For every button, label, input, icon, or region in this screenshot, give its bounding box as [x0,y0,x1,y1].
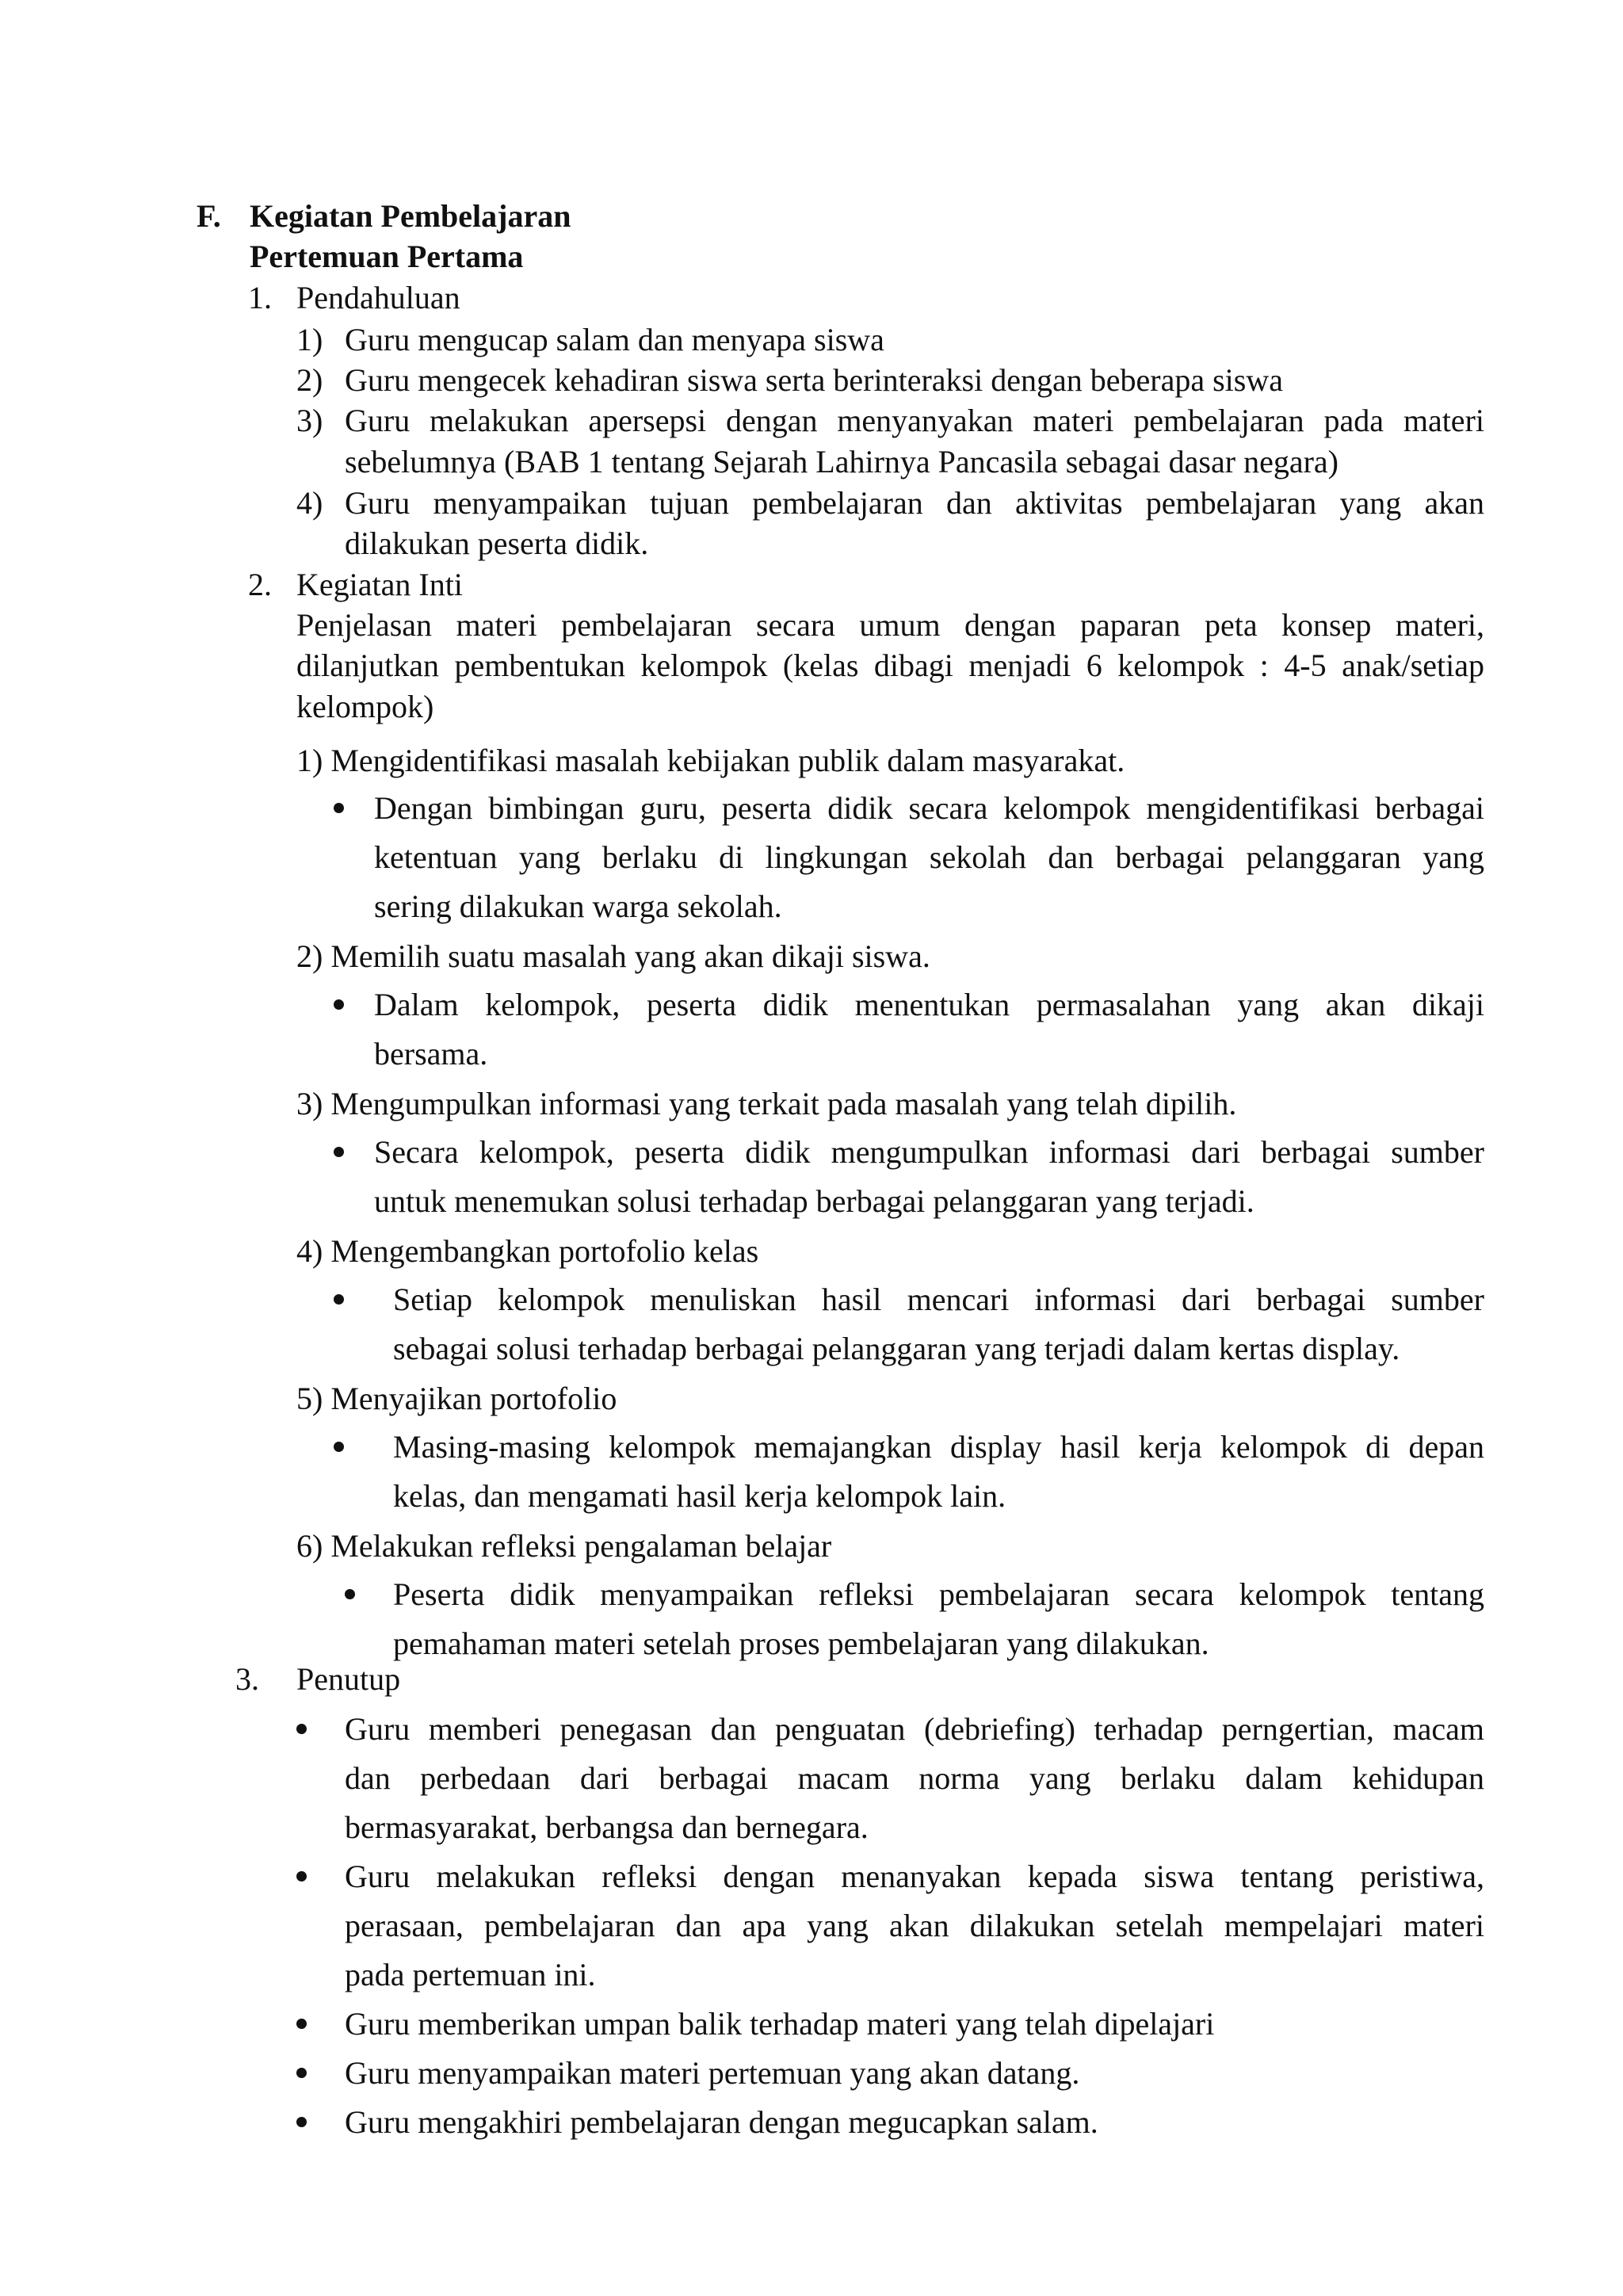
bullet-icon [296,1724,307,1734]
inti-step-bullet-text: Masing-masing kelompok memajangkan display hasil kerja kelompok di depan [393,1429,1484,1465]
inti-step-label: 6) Melakukan refleksi pengalaman belajar [296,1528,832,1564]
bullet-icon [296,2019,307,2029]
penutup-bullet-text: perasaan, pembelajaran dan apa yang akan dilakukan setelah mempelajari materi [345,1908,1484,1943]
penutup-bullet-text: Guru memberikan umpan balik terhadap materi yang telah dipelajari [345,2006,1215,2042]
bullet-icon [296,2068,307,2078]
penutup-bullet-text: Guru memberi penegasan dan penguatan (debriefing) terhadap perngertian, macam [345,1711,1484,1747]
inti-step-bullet-text: untuk menemukan solusi terhadap berbagai pelanggaran yang terjadi. [374,1183,1254,1219]
inti-step-bullet-text: pemahaman materi setelah proses pembelajaran yang dilakukan. [393,1626,1209,1661]
inti-intro-line: kelompok) [296,689,434,724]
bullet-icon [334,1147,344,1157]
inti-step-bullet-text: kelas, dan mengamati hasil kerja kelompok lain. [393,1478,1006,1514]
pendahuluan-item-number: 1) [296,322,323,357]
inti-intro-line: Penjelasan materi pembelajaran secara umum dengan paparan peta konsep materi, [296,607,1484,643]
penutup-bullet-text: bermasyarakat, berbangsa dan bernegara. [345,1809,869,1845]
bullet-icon [296,1871,307,1881]
bullet-icon [334,803,344,813]
inti-number: 2. [248,567,272,602]
pendahuluan-item-text-cont: dilakukan peserta didik. [345,525,649,561]
section-subtitle: Pertemuan Pertama [250,239,524,274]
inti-step-bullet-text: bersama. [374,1036,488,1072]
inti-step-bullet-text: Dengan bimbingan guru, peserta didik secara kelompok mengidentifikasi berbagai [374,790,1484,826]
inti-step-bullet-text: Setiap kelompok menuliskan hasil mencari informasi dari berbagai sumber [393,1282,1484,1317]
pendahuluan-item-number: 2) [296,362,323,398]
inti-step-label: 3) Mengumpulkan informasi yang terkait pada masalah yang telah dipilih. [296,1086,1237,1121]
penutup-number: 3. [235,1661,259,1697]
penutup-bullet-text: Guru mengakhiri pembelajaran dengan megucapkan salam. [345,2104,1098,2140]
inti-intro-line: dilanjutkan pembentukan kelompok (kelas dibagi menjadi 6 kelompok : 4-5 anak/setiap [296,648,1484,683]
bullet-icon [296,2117,307,2127]
pendahuluan-item-text: Guru menyampaikan tujuan pembelajaran dan aktivitas pembelajaran yang akan [345,485,1484,521]
inti-step-bullet-text: Secara kelompok, peserta didik mengumpulkan informasi dari berbagai sumber [374,1134,1484,1170]
inti-step-bullet-text: sebagai solusi terhadap berbagai pelanggaran yang terjadi dalam kertas display. [393,1331,1400,1366]
pendahuluan-item-text-cont: sebelumnya (BAB 1 tentang Sejarah Lahirnya Pancasila sebagai dasar negara) [345,444,1338,479]
bullet-icon [334,999,344,1010]
penutup-bullet-text: Guru menyampaikan materi pertemuan yang akan datang. [345,2055,1080,2091]
pendahuluan-item-text: Guru melakukan apersepsi dengan menyanyakan materi pembelajaran pada materi [345,403,1484,438]
pendahuluan-title: Pendahuluan [296,280,460,315]
inti-step-label: 1) Mengidentifikasi masalah kebijakan publik dalam masyarakat. [296,743,1125,778]
inti-step-bullet-text: Dalam kelompok, peserta didik menentukan permasalahan yang akan dikaji [374,987,1484,1022]
section-letter: F. [197,198,221,234]
bullet-icon [345,1589,355,1599]
pendahuluan-number: 1. [248,280,272,315]
penutup-bullet-text: pada pertemuan ini. [345,1957,596,1992]
bullet-icon [334,1294,344,1305]
penutup-bullet-text: dan perbedaan dari berbagai macam norma yang berlaku dalam kehidupan [345,1760,1484,1796]
inti-step-bullet-text: Peserta didik menyampaikan refleksi pembelajaran secara kelompok tentang [393,1576,1484,1612]
pendahuluan-item-text: Guru mengucap salam dan menyapa siswa [345,322,884,357]
pendahuluan-item-number: 3) [296,403,323,438]
inti-step-bullet-text: sering dilakukan warga sekolah. [374,888,782,924]
inti-title: Kegiatan Inti [296,567,463,602]
penutup-title: Penutup [296,1661,401,1697]
pendahuluan-item-text: Guru mengecek kehadiran siswa serta berinteraksi dengan beberapa siswa [345,362,1283,398]
inti-step-label: 5) Menyajikan portofolio [296,1381,617,1416]
section-title: Kegiatan Pembelajaran [250,198,571,234]
inti-step-label: 4) Mengembangkan portofolio kelas [296,1233,759,1269]
inti-step-bullet-text: ketentuan yang berlaku di lingkungan sekolah dan berbagai pelanggaran yang [374,839,1484,875]
inti-step-label: 2) Memilih suatu masalah yang akan dikaji siswa. [296,938,930,974]
penutup-bullet-text: Guru melakukan refleksi dengan menanyakan kepada siswa tentang peristiwa, [345,1859,1484,1894]
bullet-icon [334,1442,344,1452]
pendahuluan-item-number: 4) [296,485,323,521]
